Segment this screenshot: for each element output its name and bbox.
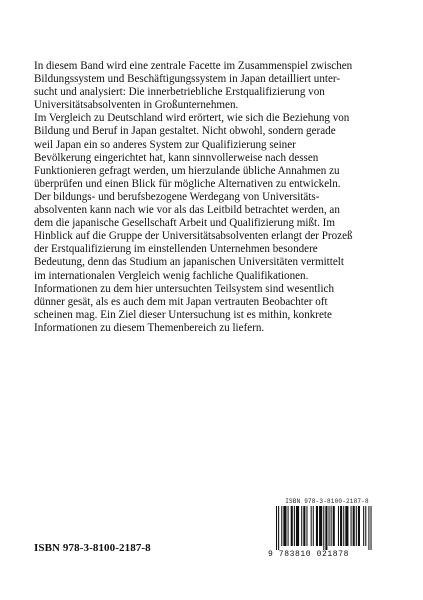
blurb-paragraph-2: Im Vergleich zu Deutschland wird erörtert, wie sich die Beziehung von Bildung und Beruf in Japan gestaltet. Nicht obwohl, sondern gerade weil Japan ein so anderes System zur Qualifizierung seiner Bevölkerung eingerichtet hat, kann sinnvollerweise nach dessen Funktionieren gefragt werden, um hierzulande übliche Annahmen zu überprüfen und einen Blick für mögliche Alternativen zu entwickeln. <box>34 112 350 190</box>
barcode-isbn-text: ISBN 978-3-8100-2187-8 <box>285 498 369 505</box>
isbn-label: ISBN 978-3-8100-2187-8 <box>34 542 151 554</box>
barcode-bar <box>340 506 342 546</box>
barcode-bar <box>278 506 279 550</box>
barcode-bar <box>325 506 327 550</box>
barcode-bar <box>353 506 355 546</box>
barcode-bar <box>356 506 357 546</box>
barcode-bar <box>319 506 322 546</box>
barcode-bar <box>291 506 293 546</box>
barcode-bar <box>301 506 302 546</box>
barcode-bar <box>303 506 305 546</box>
barcode-bar <box>371 506 372 550</box>
barcode-bar <box>331 506 332 546</box>
barcode-bar <box>294 506 295 546</box>
blurb-paragraph-3: Der bildungs- und berufsbezogene Werdegang von Universitäts- absolventen kann nach wie vor als das Leitbild betrachtet werden, an dem die japanische Gesellschaft Arbeit und Qualifizierung mißt. Im Hinblick auf die Gruppe der Universitätsabsolventen erlangt der Prozeß der Erstqualifizierung im einstellenden Unternehmen besondere Bedeutung, denn das Studium an japanischen Universitäten vermittelt im internationalen Vergleich wenig fachliche Qualifikationen. <box>34 190 353 282</box>
blurb-paragraph-1: In diesem Band wird eine zentrale Facette im Zusammenspiel zwischen Bildungssystem und Beschäftigungssystem in Japan detailliert unter- sucht und analysiert: Die innerbetriebliche Erstqualifizierung von Universitätsabsolventen in Großunternehmen. <box>34 60 353 112</box>
barcode-bar <box>313 506 314 546</box>
blurb-text <box>34 60 399 335</box>
barcode <box>268 498 386 562</box>
barcode-bar <box>365 506 366 546</box>
barcode-bar <box>311 506 312 546</box>
barcode-bar <box>296 506 299 546</box>
blurb-paragraph-4: Informationen zu dem hier untersuchten Teilsystem sind wesentlich dünner gesät, als es auch dem mit Japan vertrauten Beobachter oft scheinen mag. Ein Ziel dieser Untersuchung ist es mithin, konkrete Informationen zu diesem Themenbereich zu liefern. <box>34 282 335 334</box>
barcode-bar <box>363 506 364 546</box>
barcode-bar <box>333 506 335 546</box>
barcode-bar <box>351 506 352 546</box>
barcode-bar <box>343 506 344 546</box>
barcode-bars-icon <box>276 506 378 550</box>
barcode-bar <box>276 506 277 550</box>
barcode-bar <box>288 506 289 546</box>
barcode-bar <box>281 506 282 546</box>
barcode-bar <box>306 506 307 546</box>
barcode-bar <box>329 506 330 546</box>
barcode-bar <box>345 506 348 546</box>
barcode-bar <box>368 506 369 550</box>
barcode-bar <box>283 506 286 546</box>
barcode-bar <box>323 506 324 550</box>
barcode-bar <box>338 506 339 546</box>
barcode-bar <box>316 506 318 546</box>
barcode-digits: 9 783810 021878 <box>268 550 350 559</box>
barcode-bar <box>358 506 360 546</box>
